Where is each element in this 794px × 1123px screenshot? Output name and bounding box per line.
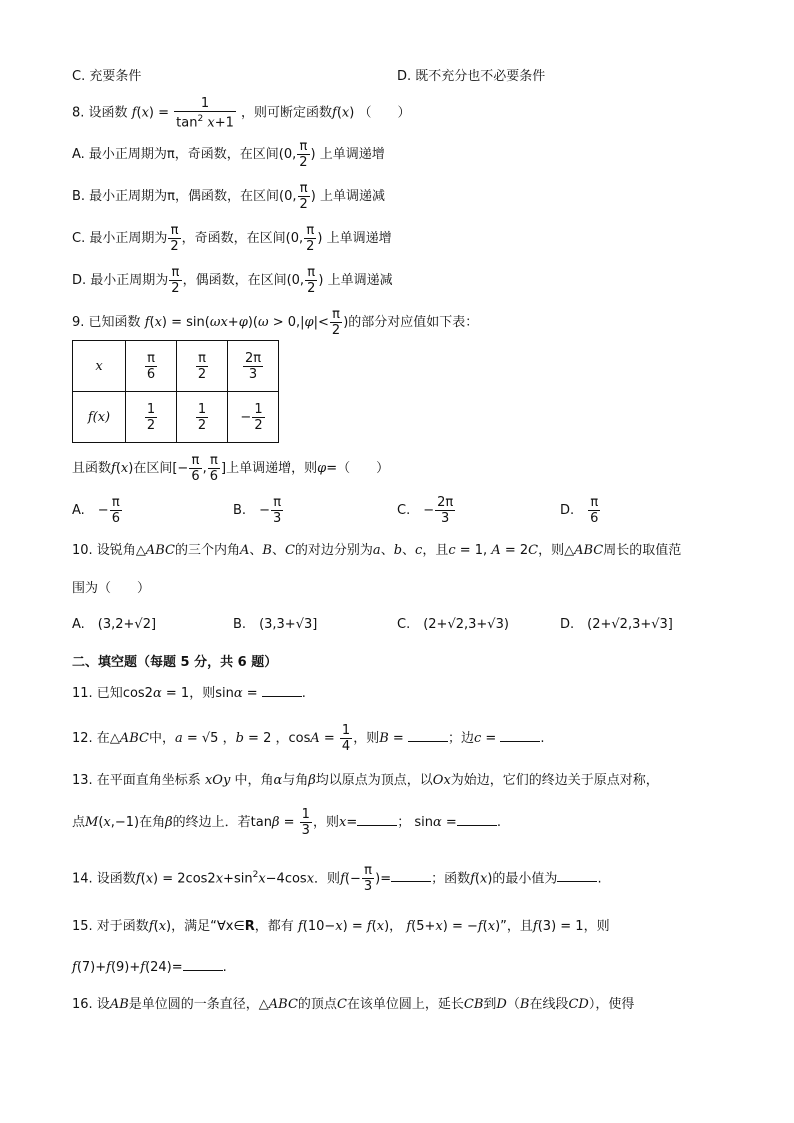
table-header-fx: f(x) (73, 392, 126, 443)
q8-option-a: A. 最小正周期为π，奇函数，在区间(0, $\frac{\pi}{2}$ ) 上单调递增 (72, 139, 385, 170)
q9-option-d: D. $\frac{\pi}{6}$ (560, 495, 599, 526)
table-cell: $\frac{\pi}{2}$ (177, 341, 228, 392)
q12: 12. 在△ABC中，a = √5 ，b = 2 ，cosA = $\frac{1}{4}$ ，则B = ；边c = . (72, 723, 545, 754)
q11: 11. 已知cos2α = 1，则sinα = . (72, 686, 306, 701)
q10-option-c: C. (2+√2,3+√3) (397, 617, 509, 632)
table-cell: $\frac{\pi}{6}$ (126, 341, 177, 392)
table-cell: $\frac{1}{2}$ (177, 392, 228, 443)
table-header-x: x (73, 341, 126, 392)
q13-line1: 13. 在平面直角坐标系 xOy 中，角α与角β均以原点为顶点，以Ox为始边，它们的终边关于原点对称， (72, 773, 659, 788)
answer-blank[interactable] (500, 729, 540, 742)
table-cell: $\frac{2\pi}{3}$ (228, 341, 279, 392)
q8-option-b: B. 最小正周期为π，偶函数，在区间(0, $\frac{\pi}{2}$ ) 上单调递减 (72, 181, 386, 212)
q9-stem: 9. 已知函数 f(x) = sin(ωx+φ)(ω > 0,|φ|< $\frac{\pi}{2}$ )的部分对应值如下表： (72, 307, 479, 338)
table-cell: − $\frac{1}{2}$ (228, 392, 279, 443)
q10-option-d: D. (2+√2,3+√3] (560, 617, 673, 632)
answer-blank[interactable] (457, 813, 497, 826)
section-2-title: 二、填空题（每题 5 分，共 6 题） (72, 655, 278, 670)
q10-stem-line2: 围为（ ） (72, 581, 151, 596)
answer-blank[interactable] (262, 684, 302, 697)
q9-value-table (72, 340, 279, 443)
q14: 14. 设函数$f(x) = 2\cos 2x+\sin^2x-4\cos x$．则f(− $\frac{\pi}{3}$ )= ；函数f(x)的最小值为 . (72, 863, 602, 895)
answer-blank[interactable] (183, 958, 223, 971)
q8-stem: 8. 设函数 f(x) = $\frac{1}{\tan^2 x+1}$ ，则可断定函数f(x) （ ） (72, 96, 411, 131)
answer-blank[interactable] (357, 813, 397, 826)
q9-option-b: B. − $\frac{\pi}{3}$ (233, 495, 282, 526)
q16-line1: 16. 设AB是单位圆的一条直径，△ABC的顶点C在该单位圆上，延长CB到D（B在线段CD），使得 (72, 997, 635, 1012)
q9-option-a: A. − $\frac{\pi}{6}$ (72, 495, 120, 526)
answer-blank[interactable] (557, 869, 597, 882)
q10-option-a: A. (3,2+√2] (72, 617, 157, 632)
q10-option-b: B. (3,3+√3] (233, 617, 318, 632)
answer-blank[interactable] (408, 729, 448, 742)
q8-option-c: C. 最小正周期为 $\frac{\pi}{2}$ ，奇函数，在区间(0, $\frac{\pi}{2}$ ) 上单调递增 (72, 223, 392, 254)
q9-condition: 且函数f(x)在区间[− $\frac{\pi}{6}$ , $\frac{\pi}{6}$ ]上单调递增，则φ=（ ） (72, 453, 390, 484)
answer-blank[interactable] (391, 869, 431, 882)
q15-line1: 15. 对于函数f(x)，满足“∀x∈R，都有 f(10−x) = f(x)， f(5+x) = −f(x)”，且f(3) = 1，则 (72, 919, 610, 934)
q9-option-c: C. − $\frac{2\pi}{3}$ (397, 495, 454, 526)
q7-option-c: C. 充要条件 (72, 69, 142, 84)
table-cell: $\frac{1}{2}$ (126, 392, 177, 443)
q8-option-d: D. 最小正周期为 $\frac{\pi}{2}$ ，偶函数，在区间(0, $\frac{\pi}{2}$ ) 上单调递减 (72, 265, 393, 296)
q7-option-d: D. 既不充分也不必要条件 (397, 69, 546, 84)
q13-line2: 点M(x,−1)在角β的终边上．若tanβ = $\frac{1}{3}$ ，则x= ； sinα = . (72, 807, 501, 838)
q10-stem-line1: 10. 设锐角△ABC的三个内角A、B、C的对边分别为a、b、c，且c = 1, A = 2C，则△ABC周长的取值范 (72, 543, 682, 558)
q15-line2: f(7)+f(9)+f(24)= . (72, 960, 227, 975)
